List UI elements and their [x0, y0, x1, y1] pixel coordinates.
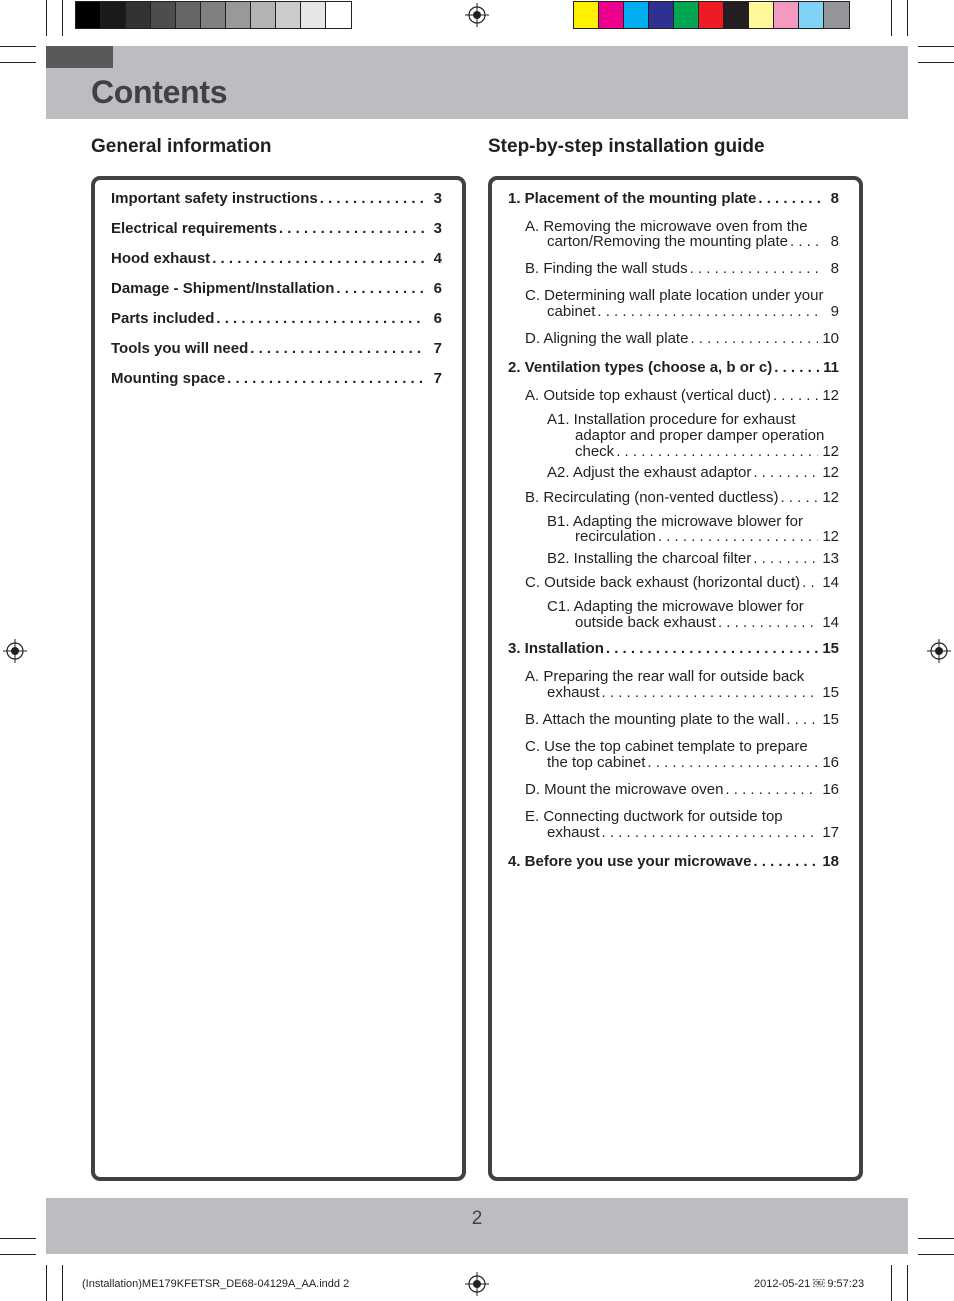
- registration-mark-icon: [465, 3, 489, 27]
- toc-entry[interactable]: D. Mount the microwave oven . . . 16: [525, 781, 839, 798]
- toc-entry[interactable]: cabinet . . . 9: [547, 303, 839, 320]
- toc-entry-line: adaptor and proper damper operation: [575, 427, 825, 444]
- toc-entry-line: B1. Adapting the microwave blower for: [547, 513, 803, 530]
- toc-entry[interactable]: Tools you will need . . . 7: [111, 340, 442, 357]
- registration-mark-icon: [465, 1272, 489, 1296]
- toc-entry[interactable]: C. Outside back exhaust (horizontal duct) . . . 14: [525, 574, 839, 591]
- toc-entry[interactable]: exhaust . . . 17: [547, 824, 839, 841]
- toc-entry[interactable]: check . . . 12: [575, 443, 839, 460]
- toc-entry-line: C1. Adapting the microwave blower for: [547, 598, 804, 615]
- toc-entry[interactable]: A. Outside top exhaust (vertical duct) . . . 12: [525, 387, 839, 404]
- toc-entry[interactable]: Mounting space . . . 7: [111, 370, 442, 387]
- toc-entry[interactable]: Important safety instructions . . . 3: [111, 190, 442, 207]
- toc-section-1[interactable]: 1. Placement of the mounting plate . . . 8: [508, 190, 839, 207]
- toc-entry[interactable]: outside back exhaust . . . 14: [575, 614, 839, 631]
- process-color-bar: [573, 1, 850, 29]
- toc-entry[interactable]: recirculation . . . 12: [575, 528, 839, 545]
- date-slug: 2012-05-21 ￼ 9:57:23: [754, 1278, 865, 1290]
- page-number: 2: [471, 1208, 483, 1229]
- toc-entry[interactable]: carton/Removing the mounting plate . . . 8: [547, 233, 839, 250]
- toc-entry[interactable]: Hood exhaust . . . 4: [111, 250, 442, 267]
- toc-entry[interactable]: the top cabinet . . . 16: [547, 754, 839, 771]
- toc-entry[interactable]: B2. Installing the charcoal filter . . . 13: [547, 550, 839, 567]
- toc-entry[interactable]: Electrical requirements . . . 3: [111, 220, 442, 237]
- toc-entry-line: A1. Installation procedure for exhaust: [547, 411, 796, 428]
- registration-mark-icon: [3, 639, 27, 663]
- toc-entry[interactable]: B. Attach the mounting plate to the wall . . . 15: [525, 711, 839, 728]
- guide-section-title: Step-by-step installation guide: [488, 136, 765, 157]
- toc-entry-line: A. Removing the microwave oven from the: [525, 218, 808, 235]
- file-slug: (Installation)ME179KFETSR_DE68-04129A_AA.indd 2: [82, 1278, 350, 1290]
- toc-entry[interactable]: B. Recirculating (non-vented ductless) . . . 12: [525, 489, 839, 506]
- registration-mark-icon: [927, 639, 951, 663]
- toc-entry-line: C. Determining wall plate location under your: [525, 287, 824, 304]
- gray-color-bar: [75, 1, 352, 29]
- toc-entry[interactable]: D. Aligning the wall plate . . . 10: [525, 330, 839, 347]
- toc-entry[interactable]: Parts included . . . 6: [111, 310, 442, 327]
- toc-section-4[interactable]: 4. Before you use your microwave . . . 18: [508, 853, 839, 870]
- toc-entry[interactable]: B. Finding the wall studs . . . 8: [525, 260, 839, 277]
- header-tab: [46, 46, 113, 68]
- toc-entry[interactable]: Damage - Shipment/Installation . . . 6: [111, 280, 442, 297]
- page-title: Contents: [91, 74, 228, 110]
- general-section-title: General information: [91, 136, 272, 157]
- toc-section-2[interactable]: 2. Ventilation types (choose a, b or c) . . . 11: [508, 359, 839, 376]
- toc-section-3[interactable]: 3. Installation . . . 15: [508, 640, 839, 657]
- toc-entry-line: C. Use the top cabinet template to prepare: [525, 738, 808, 755]
- toc-entry-line: E. Connecting ductwork for outside top: [525, 808, 783, 825]
- toc-entry[interactable]: A2. Adjust the exhaust adaptor . . . 12: [547, 464, 839, 481]
- toc-entry-line: A. Preparing the rear wall for outside back: [525, 668, 805, 685]
- toc-entry[interactable]: exhaust . . . 15: [547, 684, 839, 701]
